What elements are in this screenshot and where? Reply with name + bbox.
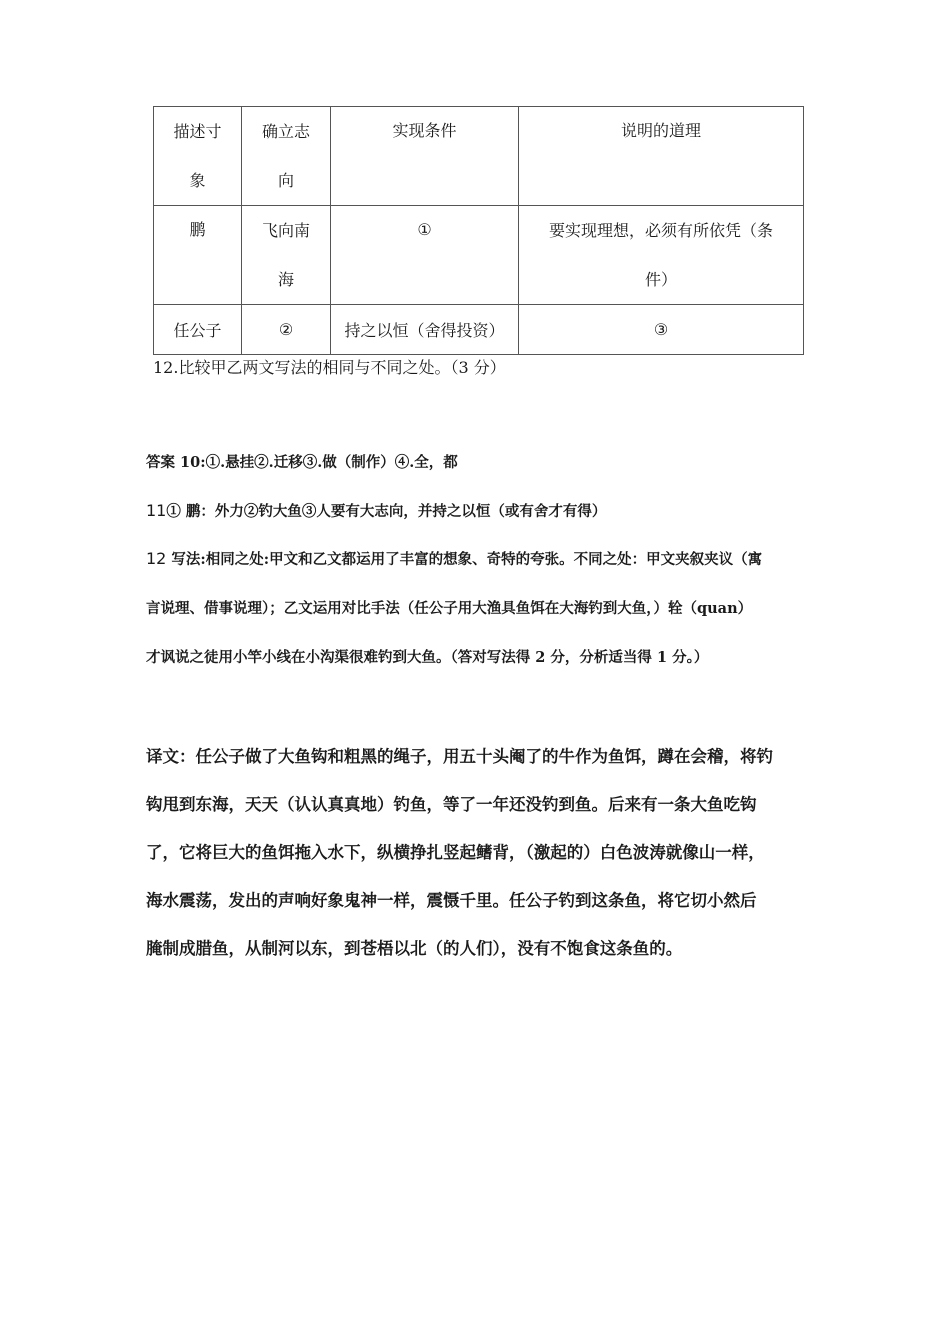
header-ambition-line1: 确立志 <box>261 122 310 141</box>
row1-ambition-cell <box>242 206 331 305</box>
header-cell-object <box>154 107 242 206</box>
translation-line-4: 海水震荡，发出的声响好象鬼神一样，震慑千里。任公子钓到这条鱼，将它切小然后 <box>146 891 757 910</box>
table-row-peng <box>154 206 804 305</box>
row2-conditions-cell: 持之以恒（舍得投资） <box>331 305 519 355</box>
answer-12-line1 <box>146 548 762 569</box>
row1-conditions-cell <box>331 206 519 305</box>
header-object-line2: 象 <box>189 171 206 190</box>
row1-principle-line1: 要实现理想，必须有所依凭（条 <box>548 221 773 240</box>
row1-ambition-line1: 飞向南 <box>261 221 310 240</box>
table-row-rengongzi <box>154 305 804 355</box>
translation-line-3: 了，它将巨大的鱼饵拖入水下，纵横挣扎竖起鳍背，（激起的）白色波涛就像山一样， <box>146 843 765 862</box>
answer-11 <box>146 500 606 521</box>
answer-11-label: 11 <box>146 501 167 520</box>
question-12: 12.比较甲乙两文写法的相同与不同之处。（3 分） <box>153 358 506 377</box>
comparison-table <box>153 106 804 355</box>
row1-principle-cell <box>519 206 804 305</box>
row2-principle-cell: ③ <box>519 305 804 355</box>
header-conditions-text: 实现条件 <box>392 121 457 140</box>
translation-line-5: 腌制成腊鱼，从制河以东，到苍梧以北（的人们），没有不饱食这条鱼的。 <box>146 939 683 958</box>
row1-object-cell <box>154 206 242 305</box>
header-object-line1: 描述寸 <box>173 122 222 141</box>
answer-10-label: 答案 10: <box>146 454 206 471</box>
row1-ambition-line2: 海 <box>277 270 294 289</box>
translation-line-2: 钩甩到东海，天天（认认真真地）钓鱼，等了一年还没钓到鱼。后来有一条大鱼吃钩 <box>146 795 757 814</box>
answer-12-text-1: 写法:相同之处:甲文和乙文都运用了丰富的想象、奇特的夸张。不同之处：甲文夹叙夹议（寓 <box>166 551 763 568</box>
row1-principle-line2: 件） <box>644 270 677 289</box>
translation-line-1: 译文：任公子做了大鱼钩和粗黑的绳子，用五十头阉了的牛作为鱼饵，蹲在会稽，将钓 <box>146 747 773 766</box>
header-cell-ambition <box>242 107 331 206</box>
row1-conditions-text: ① <box>417 220 432 239</box>
answer-12-label: 12 <box>146 549 167 568</box>
answer-10 <box>146 451 458 472</box>
header-cell-conditions <box>331 107 519 206</box>
row1-object-text: 鹏 <box>189 220 206 239</box>
answer-11-text: ① 鹏：外力②钓大鱼③人要有大志向，并持之以恒（或有舍才有得） <box>166 503 607 520</box>
header-ambition-line2: 向 <box>277 171 294 190</box>
answer-12-line3: 才讽说之徒用小竿小线在小沟渠很难钓到大鱼。（答对写法得 2 分，分析适当得 1 分。） <box>146 649 709 666</box>
header-cell-principle <box>519 107 804 206</box>
answer-10-text: ①.悬挂②.迁移③.做（制作）④.全，都 <box>205 454 458 471</box>
header-principle-text: 说明的道理 <box>620 121 701 140</box>
translation-paragraph <box>146 733 826 973</box>
table-header-row <box>154 107 804 206</box>
row2-object-cell: 任公子 <box>154 305 242 355</box>
row2-ambition-cell: ② <box>242 305 331 355</box>
answer-12-line2: 言说理、借事说理）；乙文运用对比手法（任公子用大渔具鱼饵在大海钓到大鱼，）辁（quan） <box>146 600 753 617</box>
